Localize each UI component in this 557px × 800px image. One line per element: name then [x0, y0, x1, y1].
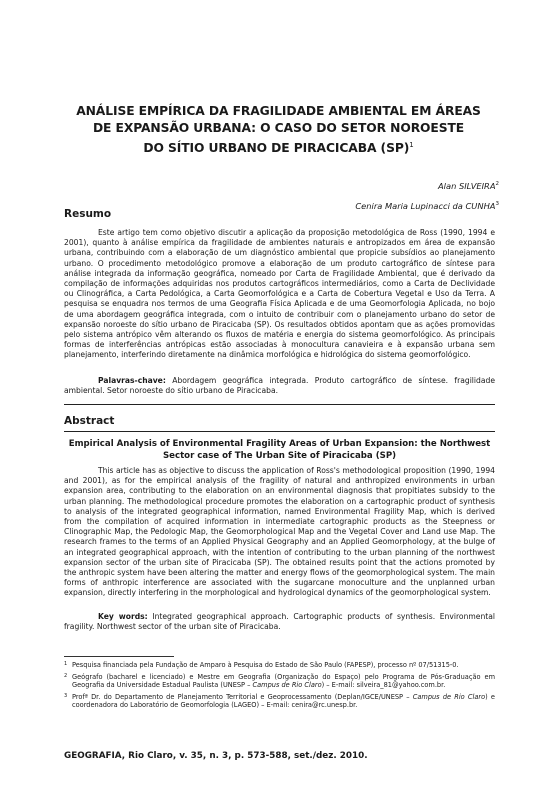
author: Alan SILVEIRA$^2$ — [438, 180, 499, 191]
journal-citation: GEOGRAFIA, Rio Claro, v. 35, n. 3, p. 573-588, set./dez. 2010. — [64, 751, 368, 761]
footnote: 3 Profª Dr. do Departamento de Planejamento Territorial e Geoprocessamento (Deplan/IGCE/UNESP – Campus de Rio Claro) e coordenadora do Laboratório de Geomorfologia (LAGEO) – E-mail: cenira@rc.unesp.br. — [64, 692, 495, 710]
title-line: DE EXPANSÃO URBANA: O CASO DO SETOR NOROESTE — [92, 121, 465, 135]
footnote-ref: 3 — [495, 200, 499, 207]
footnote: 1 Pesquisa financiada pela Fundação de Amparo à Pesquisa do Estado de São Paulo (FAPESP), processo nº 07/51315-0. — [64, 661, 459, 669]
footnote-ref: 1 — [409, 141, 414, 149]
abstract-keywords: Key words: Integrated geographical approach. Cartographic products of synthesis. Environmental fragility. Northwest sector of the urban site of Piracicaba. — [64, 612, 495, 632]
footnote-rule — [64, 656, 174, 657]
abstract-heading: Abstract — [64, 415, 115, 427]
keywords-label: Key words: — [98, 612, 148, 621]
author: Cenira Maria Lupinacci da CUNHA$^3$ — [355, 200, 499, 211]
section-divider — [64, 431, 495, 432]
footnote-ref: 2 — [495, 181, 499, 187]
resumo-text: Este artigo tem como objetivo discutir a aplicação da proposição metodológica de Ross (1990, 1994 e 2001), quanto à análise empírica da fragilidade de ambientes naturais e antropizados em área de expansão urbana, contribuindo com a elaboração de um diagnóstico ambiental que propicie subsídios ao planejamento urbano. O procedimento metodológico promove a elaboração de um produto cartográfico de síntese para análise integrada da informação geográfica, nomeado por Carta de Fragilidade Ambiental, que é derivado da compilação de informações adquiridas nos produtos cartográficos intermediários, como a Carta de Declividade ou Clinográfica, a Carta Pedológica, a Carta Geomorfológica e a Carta de Cobertura Vegetal e Uso da Terra. A pesquisa se enquadra nos termos de uma Geografia Física Aplicada e de uma Geomorfologia Aplicada, no bojo de uma abordagem geográfica integrada, com o intuito de contribuir com o planejamento urbano do setor de expansão noroeste do sítio urbano de Piracicaba (SP). Os resultados obtidos apontam que as ações promovidas pelo sistema antrópico vêm alterando os fluxos de matéria e energia do sistema geomorfológico. As principais formas de interferências antrópicas estão associadas à monocultura canavieira e à expansão urbana sem planejamento, interferindo diretamente na dinâmica morfológica e hidrológica do sistema geomorfológico. — [64, 228, 495, 360]
abstract-text: This article has as objective to discuss the application of Ross's methodological proposition (1990, 1994 and 2001), as for the empirical analysis of the fragility of natural and anthropized environments in urban expansion area, contributing to the elaboration on an environmental diagnosis that propitiates subsidy to the urban planning. The methodological procedure promotes the elaboration on a cartographic product of synthesis to analysis of the integrated geographical information, named Environmental Fragility Map, which is derived from the compilation of acquired information in intermediate cartographic products as the Steepness or Clinographic Map, the Pedologic Map, the Geomorphological Map and the Vegetal Cover and Land use Map. The research frames to the terms of an Applied Physical Geography and an Applied Geomorphology, at the bulge of an integrated geographical approach, with the intention of contributing to the urban planning of the northwest expansion sector of the urban site of Piracicaba (SP). The obtained results point that the actions promoted by the anthropic system have been altering the matter and energy flows of the geomorphological system. The main forms of anthropic interference are associated with the sugarcane monoculture and the unplanned urban expansion, directly interfering in the morphological and hydrological dynamics of the geomorphological system. — [64, 466, 495, 598]
title-line: ANÁLISE EMPÍRICA DA FRAGILIDADE AMBIENTAL EM ÁREAS — [76, 104, 481, 118]
title-line: DO SÍTIO URBANO DE PIRACICABA (SP)$^1$ — [143, 141, 414, 156]
resumo-heading: Resumo — [64, 208, 112, 220]
author-list — [355, 175, 499, 215]
section-divider — [64, 404, 495, 405]
footnote: 2 Geógrafo (bacharel e licenciado) e Mestre em Geografia (Organização do Espaço) pelo Programa de Pós-Graduação em Geografia da Universidade Estadual Paulista (UNESP – Campus de Rio Claro) – E-mail: silveira_81@yahoo.com.br. — [64, 672, 495, 690]
article-title — [70, 103, 487, 157]
english-title: Empirical Analysis of Environmental Fragility Areas of Urban Expansion: the Northwest Sector case of The Urban Site of Piracicaba (SP) — [68, 439, 491, 461]
keywords-label: Palavras-chave: — [98, 376, 166, 385]
footnotes — [64, 661, 495, 713]
resumo-keywords: Palavras-chave: Abordagem geográfica integrada. Produto cartográfico de síntese. fragilidade ambiental. Setor noroeste do sítio urbano de Piracicaba. — [64, 376, 495, 396]
